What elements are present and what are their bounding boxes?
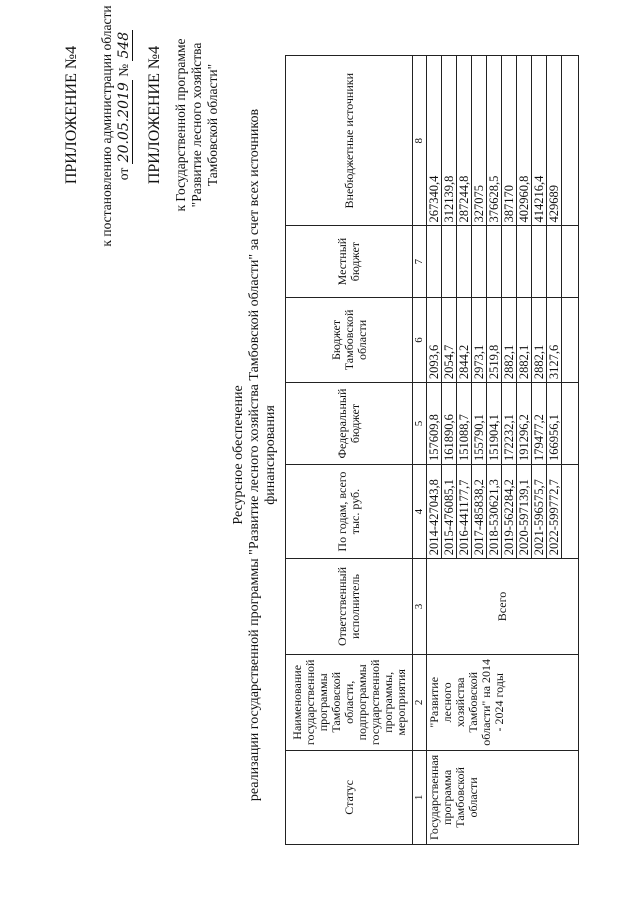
extra-cell: 402960,8 (517, 56, 532, 226)
by-year-cell: 2018-530621,3 (487, 464, 502, 558)
local-cell (502, 226, 517, 297)
by-year-cell: 2017-485838,2 (472, 464, 487, 558)
regional-cell: 2882,1 (502, 297, 517, 382)
column-header-local: Местный бюджет (286, 226, 413, 297)
decree-date-line (116, 5, 132, 205)
column-number: 5 (413, 383, 427, 465)
appendix-program-heading: ПРИЛОЖЕНИЕ №4 (146, 45, 163, 185)
column-header-name: Наименование государственной программы Тамбовской области, подпрограммы государственной программы, мероприятия (286, 654, 413, 750)
table-row (427, 56, 442, 845)
column-header-regional: Бюджет Тамбовской области (286, 297, 413, 382)
extra-cell: 376628,5 (487, 56, 502, 226)
decree-prefix: от (116, 167, 131, 181)
decree-date: 20.05.2019 (116, 82, 132, 163)
regional-cell: 2844,2 (457, 297, 472, 382)
table-header-row (286, 56, 413, 845)
by-year-cell: 2019-562284,2 (502, 464, 517, 558)
regional-cell: 2973,1 (472, 297, 487, 382)
by-year-cell: 2022-599772,7 (547, 464, 562, 558)
local-cell (472, 226, 487, 297)
column-number: 7 (413, 226, 427, 297)
local-cell (457, 226, 472, 297)
column-number: 2 (413, 654, 427, 750)
document-title-line-3: финансирования (263, 405, 278, 505)
column-header-status: Статус (286, 750, 413, 844)
empty-cell (562, 56, 579, 226)
extra-cell: 312139,8 (442, 56, 457, 226)
executor-cell: Всего (427, 559, 579, 655)
empty-cell (562, 226, 579, 297)
column-number: 3 (413, 559, 427, 655)
local-cell (547, 226, 562, 297)
column-number: 4 (413, 464, 427, 558)
federal-cell: 155790,1 (472, 383, 487, 465)
federal-cell: 179477,2 (532, 383, 547, 465)
program-name-cell: "Развитие лесного хозяйства Тамбовской области" на 2014 - 2024 годы (427, 654, 579, 750)
appendix-decree-heading: ПРИЛОЖЕНИЕ №4 (63, 45, 80, 185)
federal-cell: 172232,1 (502, 383, 517, 465)
regional-cell: 2882,1 (517, 297, 532, 382)
extra-cell: 287244,8 (457, 56, 472, 226)
extra-cell: 267340,4 (427, 56, 442, 226)
regional-cell: 2054,7 (442, 297, 457, 382)
program-reference-line-1: к Государственной программе (173, 38, 188, 212)
decree-number-label: № (116, 63, 131, 77)
column-header-by-year: По годам, всего тыс. руб. (286, 464, 413, 558)
program-reference-line-3: Тамбовской области" (205, 63, 220, 187)
local-cell (517, 226, 532, 297)
regional-cell: 3127,6 (547, 297, 562, 382)
resource-table (285, 55, 579, 845)
column-header-executor: Ответственный исполнитель (286, 559, 413, 655)
document-title-line-1: Ресурсное обеспечение (231, 385, 246, 525)
empty-cell (562, 464, 579, 558)
column-number-row (413, 56, 427, 845)
column-number: 1 (413, 750, 427, 844)
column-number: 6 (413, 297, 427, 382)
regional-cell: 2882,1 (532, 297, 547, 382)
local-cell (532, 226, 547, 297)
column-header-federal: Федеральный бюджет (286, 383, 413, 465)
document-title-line-2: реализации государственной программы "Развитие лесного хозяйства Тамбовской области" за счет всех источников (247, 108, 262, 802)
federal-cell: 161890,6 (442, 383, 457, 465)
program-status-cell: Государственная программа Тамбовской области (427, 750, 579, 844)
decree-number: 548 (116, 31, 132, 59)
by-year-cell: 2015-476085,1 (442, 464, 457, 558)
local-cell (442, 226, 457, 297)
by-year-cell: 2021-596575,7 (532, 464, 547, 558)
extra-cell: 414216,4 (532, 56, 547, 226)
extra-cell: 387170 (502, 56, 517, 226)
federal-cell: 157609,8 (427, 383, 442, 465)
program-reference-line-2: "Развитие лесного хозяйства (189, 42, 204, 208)
by-year-cell: 2014-427043,8 (427, 464, 442, 558)
extra-cell: 429689 (547, 56, 562, 226)
by-year-cell: 2020-597139,1 (517, 464, 532, 558)
decree-reference-line: к постановлению администрации области (99, 5, 114, 247)
by-year-cell: 2016-441177,7 (457, 464, 472, 558)
extra-cell: 327075 (472, 56, 487, 226)
federal-cell: 191296,2 (517, 383, 532, 465)
federal-cell: 151904,1 (487, 383, 502, 465)
federal-cell: 166956,1 (547, 383, 562, 465)
column-number: 8 (413, 56, 427, 226)
local-cell (487, 226, 502, 297)
local-cell (427, 226, 442, 297)
federal-cell: 151088,7 (457, 383, 472, 465)
column-header-extra: Внебюджетные источники (286, 56, 413, 226)
regional-cell: 2093,6 (427, 297, 442, 382)
empty-cell (562, 297, 579, 382)
regional-cell: 2519,8 (487, 297, 502, 382)
empty-cell (562, 383, 579, 465)
